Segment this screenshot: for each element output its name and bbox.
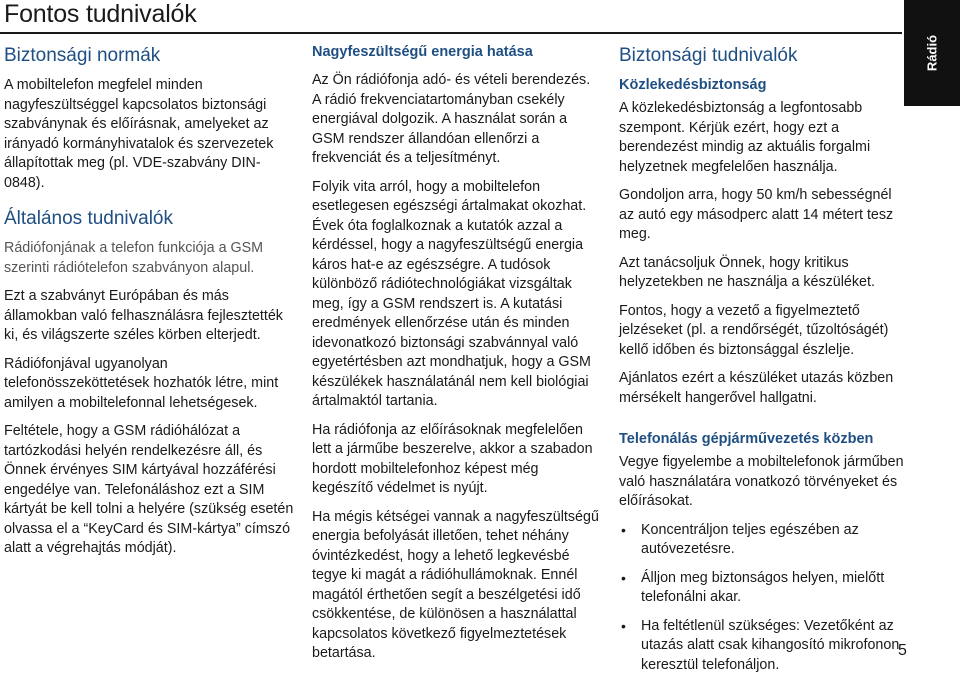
paragraph: Ha mégis kétségei vannak a nagyfeszültségű energia befolyását illetően, tehet néhány óvintézkedést, hogy a lehető legkevésbé tegye ki magát a rádióhullámoknak. Ennél magától érthetően segít a beszélgetési idő csökkentése, de különösen a használattal kapcsolatos következő figyelmeztetések betartása. xyxy=(312,508,599,661)
column-right xyxy=(619,40,910,684)
paragraph: Feltétele, hogy a GSM rádióhálózat a tartózkodási helyén rendelkezésre áll, és Önnek érvényes SIM kártyával hozzáférési engedélye van. Telefonáláshoz ezt a SIM kártyát be kell tolni a helyére (szükség esetén olvassa el a “KeyCard és SIM-kártya” címszó alatt a végrehajtás módját). xyxy=(4,423,294,556)
paragraph: A közlekedésbiztonság a legfontosabb szempont. Kérjük ezért, hogy ezt a berendezést mindig az aktuális forgalmi helyzetnek megfelelően használja. xyxy=(619,100,871,175)
column-left xyxy=(4,40,296,568)
title-rule xyxy=(0,32,902,34)
bullet-list xyxy=(619,521,910,676)
subheading-traffic-safety: Közlekedésbiztonság xyxy=(619,77,767,93)
page-title: Fontos tudnivalók xyxy=(4,0,197,28)
list-item xyxy=(619,521,910,560)
list-item-text: Koncentráljon teljes egészében az autóvezetésre. xyxy=(641,521,859,557)
paragraph: Rádiófonjának a telefon funkciója a GSM szerinti rádiótelefon szabványon alapul. xyxy=(4,240,264,276)
side-tab-label: Rádió xyxy=(924,34,940,72)
paragraph: Folyik vita arról, hogy a mobiltelefon esetlegesen egészségi ártalmakat okozhat. Évek óta foglalkoznak a kutatók azzal a kérdéssel, hogy a nagyfeszültségű energia káros hat-e az egészségre. A tudósok különböző rádiótechnológiákat vizsgáltak meg, így a GSM rendszert is. A kutatási eredmények ellenőrzése után és minden idevonatkozó biztonsági szabvánnyal való egyetértésben azt mondhatjuk, hogy a GSM készülékek használatánál nem kell biológiai ártalmaktól tartania. xyxy=(312,178,591,409)
bullet-icon: • xyxy=(621,617,626,634)
paragraph: Fontos, hogy a vezető a figyelmeztető jelzéseket (pl. a rendőrségét, tűzoltóságét) kellő időben és biztonsággal észlelje. xyxy=(619,302,889,358)
paragraph: Vegye figyelembe a mobiltelefonok járműben való használatára vonatkozó törvényeket és előírásokat. xyxy=(619,454,904,509)
list-item-text: Ha feltétlenül szükséges: Vezetőként az utazás alatt csak kihangosító mikrofonon keresztül telefonáljon. xyxy=(641,617,900,673)
paragraph: Azt tanácsoljuk Önnek, hogy kritikus helyzetekben ne használja a készüléket. xyxy=(619,254,875,290)
heading-safety-notes: Biztonsági tudnivalók xyxy=(619,45,798,66)
heading-safety-standards: Biztonsági normák xyxy=(4,45,161,66)
page-number: 5 xyxy=(898,642,907,659)
list-item-text: Álljon meg biztonságos helyen, mielőtt telefonálni akar. xyxy=(641,569,885,605)
paragraph: Ajánlatos ezért a készüléket utazás közben mérsékelt hangerővel hallgatni. xyxy=(619,370,894,406)
paragraph: A mobiltelefon megfelel minden nagyfeszültséggel kapcsolatos biztonsági szabványnak és előírásnak, amelyeket az irányadó kormányhivatalok és szervezetek állapítottak meg (pl. VDE-szabvány DIN-0848). xyxy=(4,77,274,191)
paragraph: Ezt a szabványt Európában és más államokban való felhasználásra fejlesztették ki, és világszerte széles körben elterjedt. xyxy=(4,288,283,343)
column-middle xyxy=(312,40,602,673)
paragraph: Gondoljon arra, hogy 50 km/h sebességnél az autó egy másodperc alatt 14 métert tesz meg. xyxy=(619,187,894,242)
paragraph: Az Ön rádiófonja adó- és vételi berendezés. A rádió frekvenciatartományban csekély energiával dolgozik. A használat során a GSM rendszer állandóan ellenőrzi a frekvenciát és a teljesítményt. xyxy=(312,72,591,166)
list-item xyxy=(619,569,910,608)
bullet-icon: • xyxy=(621,521,626,538)
paragraph: Rádiófonjával ugyanolyan telefonösszeköttetések hozhatók létre, mint amilyen a mobiltelefonnal lehetségesek. xyxy=(4,355,279,411)
heading-rf-energy: Nagyfeszültségű energia hatása xyxy=(312,44,533,60)
subheading-phoning-while-driving: Telefonálás gépjárművezetés közben xyxy=(619,431,874,447)
paragraph: Ha rádiófonja az előírásoknak megfelelően lett a járműbe beszerelve, akkor a szabadon hordott mobiltelefonhoz képest még kegészítő védelmet is nyújt. xyxy=(312,421,593,496)
list-item xyxy=(619,617,910,676)
bullet-icon: • xyxy=(621,569,626,586)
heading-general-info: Általános tudnivalók xyxy=(4,208,173,229)
section-side-tab xyxy=(904,0,960,106)
